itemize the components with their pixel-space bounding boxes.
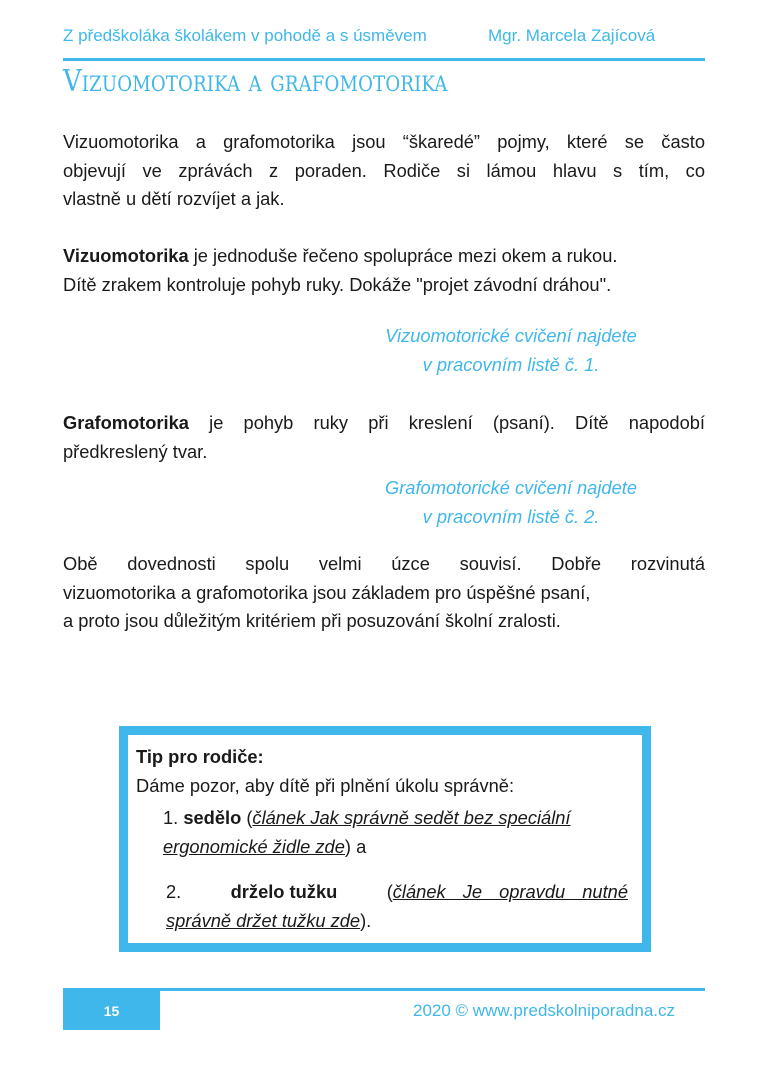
tip-box: [119, 726, 651, 952]
tip-item-pencil-paren: (: [386, 881, 393, 902]
tip-item-sit-tail: ) a: [344, 836, 367, 857]
intro-paragraph: [63, 128, 705, 214]
tip-item-sit: [163, 803, 633, 861]
page-title: Vizuomotorika a grafomotorika: [63, 64, 448, 99]
tip-item-pencil-bold: drželo tužku: [230, 881, 338, 902]
footer-copyright: 2020 © www.predskolniporadna.cz: [413, 1001, 676, 1020]
page-header: [63, 24, 705, 48]
intro-line-1: Vizuomotorika a grafomotorika jsou “škaredé” pojmy, které se často: [63, 131, 705, 152]
vizuo-line-1: [63, 242, 705, 271]
vizuo-paragraph: [63, 242, 705, 299]
vizuo-term: Vizuomotorika: [63, 245, 189, 266]
tip-item-pencil-line-2: [166, 906, 628, 935]
tip-item-sit-line-1: [163, 803, 633, 832]
tip-item-pencil: [166, 877, 628, 935]
callout-grafo-line-2: v pracovním listě č. 2.: [422, 506, 600, 527]
tip-item-pencil-number: 2.: [166, 881, 182, 902]
callout-grafo-line-1: Grafomotorické cvičení najdete: [385, 477, 637, 498]
intro-line-2: objevují ve zprávách z poraden. Rodiče si lámou hlavu s tím, co: [63, 159, 705, 181]
tip-item-pencil-link-wrap: [387, 877, 628, 906]
tip-item-sit-paren: (: [241, 807, 253, 828]
grafo-line-1: [63, 409, 705, 438]
grafo-paragraph: [63, 409, 705, 466]
tip-intro: Dáme pozor, aby dítě při plnění úkolu správně:: [136, 775, 515, 796]
page-number: 15: [63, 991, 160, 1030]
header-author: Mgr. Marcela Zajícová: [488, 26, 656, 45]
vizuo-line-1-rest: je jednoduše řečeno spolupráce mezi okem a rukou.: [188, 245, 618, 266]
grafo-line-2: předkreslený tvar.: [63, 440, 208, 462]
grafo-term: Grafomotorika: [63, 412, 189, 433]
article-link-sitting[interactable]: článek Jak správně sedět bez speciální: [252, 807, 571, 828]
grafo-line-1-rest: je pohyb ruky při kreslení (psaní). Dítě napodobí: [188, 412, 705, 433]
article-link-pencil-cont[interactable]: správně držet tužku zde: [166, 910, 361, 931]
conclusion-line-3: a proto jsou důležitým kritériem při posuzování školní zralosti.: [63, 610, 561, 631]
vizuo-line-2: Dítě zrakem kontroluje pohyb ruky. Dokáže "projet závodní dráhou".: [63, 273, 612, 295]
tip-item-pencil-line-1: [166, 877, 628, 906]
header-book-title: Z předškoláka školákem v pohodě a s úsměvem: [63, 26, 427, 45]
callout-vizuo: [361, 321, 661, 379]
callout-grafo: [361, 473, 661, 531]
header-divider: [63, 58, 705, 61]
tip-item-sit-line-2: [163, 832, 633, 861]
intro-line-3: vlastně u dětí rozvíjet a jak.: [63, 188, 285, 209]
article-link-pencil[interactable]: článek Je opravdu nutné: [392, 881, 628, 902]
tip-item-sit-number: 1.: [163, 807, 184, 828]
callout-vizuo-line-1: Vizuomotorické cvičení najdete: [385, 325, 637, 346]
conclusion-line-1: Obě dovednosti spolu velmi úzce souvisí. Dobře rozvinutá: [63, 553, 705, 574]
tip-item-sit-bold: sedělo: [183, 807, 242, 828]
tip-item-pencil-tail: ).: [360, 910, 372, 931]
tip-title: Tip pro rodiče:: [136, 746, 264, 767]
callout-vizuo-line-2: v pracovním listě č. 1.: [422, 354, 600, 375]
conclusion-paragraph: [63, 550, 705, 636]
conclusion-line-2: vizuomotorika a grafomotorika jsou základem pro úspěšné psaní,: [63, 581, 591, 603]
article-link-sitting-cont[interactable]: ergonomické židle zde: [163, 836, 345, 857]
